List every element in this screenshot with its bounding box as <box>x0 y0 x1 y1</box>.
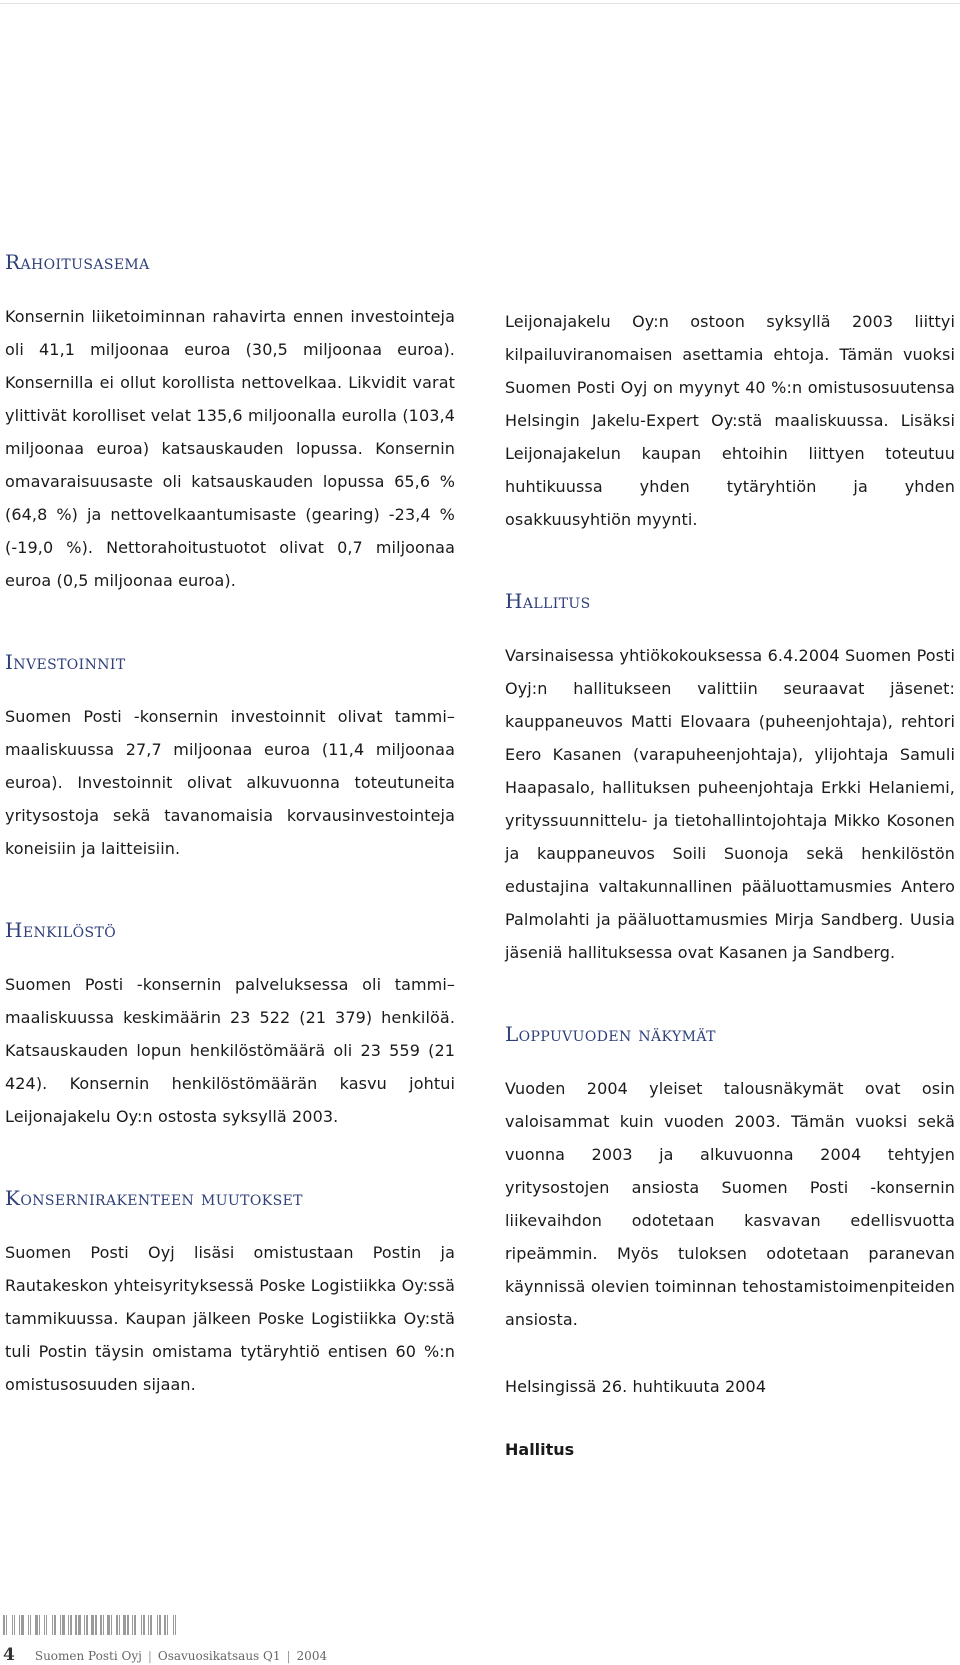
barcode-bar <box>66 1615 67 1635</box>
barcode-bar <box>30 1615 31 1635</box>
section-konsernirakenne <box>5 1186 455 1401</box>
barcode-bar <box>121 1615 122 1635</box>
footer-company: Suomen Posti Oyj <box>34 1649 142 1663</box>
barcode-bar <box>177 1615 179 1635</box>
barcode-bar <box>35 1615 38 1635</box>
barcode-bar <box>148 1615 149 1635</box>
footer-year: 2004 <box>296 1649 328 1663</box>
barcode-bar <box>107 1615 110 1635</box>
page-number: 4 <box>3 1645 15 1665</box>
barcode-bar <box>173 1615 174 1635</box>
barcode-bar <box>39 1615 40 1635</box>
barcode-bar <box>167 1615 168 1635</box>
section-henkilosto <box>5 918 455 1133</box>
barcode-bar <box>19 1615 20 1635</box>
footer-report: Osavuosikatsaus Q1 <box>157 1649 281 1663</box>
barcode-bar <box>141 1615 142 1635</box>
barcode-bar <box>127 1615 129 1635</box>
barcode-bar <box>48 1615 51 1635</box>
barcode-bar <box>150 1615 152 1635</box>
barcode-bar <box>84 1615 85 1635</box>
barcode-bar <box>44 1615 45 1635</box>
barcode-bar <box>89 1615 90 1635</box>
paragraph-investoinnit: Suomen Posti -konsernin investoinnit olivat tammi–maaliskuussa 27,7 miljoonaa euroa (11,4 miljoonaa euroa). Investoinnit olivat alkuvuonna toteutuneita yritysostoja sekä tavanomaisia korvausinvestointeja koneisiin ja laitteisiin. <box>5 707 455 858</box>
barcode-bar <box>78 1615 81 1635</box>
barcode-bar <box>8 1615 11 1635</box>
paragraph-henkilosto: Suomen Posti -konsernin palveluksessa oli tammi–maaliskuussa keskimäärin 23 522 (21 379) henkilöä. Katsauskauden lopun henkilöstömäärä oli 23 559 (21 424). Konsernin henkilöstömäärän kasvu johtui Leijonajakelu Oy:n ostosta syksyllä 2003. <box>5 975 455 1126</box>
section-hallitus <box>505 589 955 969</box>
barcode-bar <box>75 1615 77 1635</box>
barcode-bar <box>164 1615 166 1635</box>
section-rahoitusasema <box>5 250 455 597</box>
barcode-bar <box>14 1615 15 1635</box>
heading-hallitus: Hallitus <box>505 589 591 613</box>
barcode-bar <box>111 1615 112 1635</box>
heading-investoinnit: Investoinnit <box>5 650 126 674</box>
footer-separator: | <box>147 1649 152 1663</box>
section-nakymat <box>505 1022 955 1336</box>
barcode-bar <box>86 1615 88 1635</box>
section-investoinnit <box>5 650 455 865</box>
barcode-bar <box>143 1615 145 1635</box>
barcode-bar <box>52 1615 53 1635</box>
left-column <box>5 250 455 1401</box>
barcode-bar <box>162 1615 163 1635</box>
barcode-bar <box>134 1615 136 1635</box>
barcode-bar <box>60 1615 61 1635</box>
right-column <box>505 305 955 1466</box>
barcode-bar <box>82 1615 83 1635</box>
heading-henkilosto: Henkilöstö <box>5 918 117 942</box>
barcode-bar <box>68 1615 69 1635</box>
heading-nakymat: Loppuvuoden näkymät <box>505 1022 716 1046</box>
barcode-bar <box>62 1615 65 1635</box>
barcode-bar <box>16 1615 18 1635</box>
barcode-bar <box>113 1615 115 1635</box>
footer-separator: | <box>286 1649 291 1663</box>
barcode-bar <box>132 1615 133 1635</box>
barcode-bar <box>6 1615 7 1635</box>
barcode-bar <box>130 1615 131 1635</box>
paragraph-hallitus: Varsinaisessa yhtiökokouksessa 6.4.2004 Suomen Posti Oyj:n hallitukseen valittiin seuraavat jäsenet: kauppaneuvos Matti Elovaara (puheenjohtaja), rehtori Eero Kasanen (varapuheenjohtaja), ylijohtaja Samuli Haapasalo, hallituksen puheenjohtaja Erkki Helaniemi, yrityssuunnittelu- ja tietohallintojohtaja Mikko Kosonen ja kauppaneuvos Soili Suonoja sekä henkilöstön edustajina valtakunnallinen pääluottamusmies Antero Palmolahti ja pääluottamusmies Mirja Sandberg. Uusia jäseniä hallituksessa ovat Kasanen ja Sandberg. <box>505 646 955 962</box>
barcode-bar <box>103 1615 104 1635</box>
heading-konsernirakenne: Konsernirakenteen muutokset <box>5 1186 303 1210</box>
barcode-decoration <box>3 1615 179 1635</box>
barcode-bar <box>146 1615 147 1635</box>
barcode-bar <box>105 1615 106 1635</box>
barcode-bar <box>123 1615 126 1635</box>
barcode-bar <box>98 1615 99 1635</box>
paragraph-nakymat: Vuoden 2004 yleiset talousnäkymät ovat osin valoisammat kuin vuoden 2003. Tämän vuoksi sekä vuonna 2003 ja alkuvuonna 2004 tehtyjen yritysostojen ansiosta Suomen Posti -konsernin liikevaihdon odotetaan kasvavan edellisvuotta ripeämmin. Myös tuloksen odotetaan paranevan käynnissä olevien toiminnan tehostamistoimenpiteiden ansiosta. <box>505 1079 955 1329</box>
barcode-bar <box>3 1615 5 1635</box>
barcode-bar <box>41 1615 43 1635</box>
barcode-bar <box>159 1615 161 1635</box>
barcode-bar <box>57 1615 59 1635</box>
signature-place-date: Helsingissä 26. huhtikuuta 2004 <box>505 1377 767 1396</box>
paragraph-rahoitusasema: Konsernin liiketoiminnan rahavirta ennen investointeja oli 41,1 miljoonaa euroa (30,5 miljoonaa euroa). Konsernilla ei ollut korollista nettovelkaa. Likvidit varat ylittivät korolliset velat 135,6 miljoonalla eurolla (103,4 miljoonaa euroa) katsauskauden lopussa. Konsernin omavaraisuusaste oli katsauskauden lopussa 65,6 % (64,8 %) ja nettovelkaantumisaste (gearing) -23,4 % (-19,0 %). Nettorahoitustuotot olivat 0,7 miljoonaa euroa (0,5 miljoonaa euroa). <box>5 307 455 590</box>
barcode-bar <box>32 1615 34 1635</box>
barcode-bar <box>137 1615 140 1635</box>
top-rule <box>0 3 960 4</box>
paragraph-leijonajakelu: Leijonajakelu Oy:n ostoon syksyllä 2003 liittyi kilpailuviranomaisen asettamia ehtoja. Tämän vuoksi Suomen Posti Oyj on myynyt 40 %:n omistusosuutensa Helsingin Jakelu-Expert Oy:stä maaliskuussa. Lisäksi Leijonajakelun kaupan ehtoihin liittyen toteutuu huhtikuussa yhden tytäryhtiön ja yhden osakkuusyhtiön myynti. <box>505 312 955 529</box>
barcode-bar <box>28 1615 29 1635</box>
barcode-bar <box>100 1615 102 1635</box>
page-footer <box>3 1645 327 1665</box>
barcode-bar <box>21 1615 24 1635</box>
barcode-bar <box>70 1615 72 1635</box>
barcode-bar <box>25 1615 27 1635</box>
barcode-bar <box>169 1615 172 1635</box>
barcode-bar <box>46 1615 47 1635</box>
barcode-bar <box>54 1615 56 1635</box>
barcode-bar <box>95 1615 97 1635</box>
barcode-bar <box>119 1615 120 1635</box>
barcode-bar <box>91 1615 94 1635</box>
barcode-bar <box>73 1615 74 1635</box>
signature-hallitus: Hallitus <box>505 1440 575 1459</box>
barcode-bar <box>157 1615 158 1635</box>
barcode-bar <box>153 1615 156 1635</box>
barcode-bar <box>116 1615 118 1635</box>
barcode-bar <box>175 1615 176 1635</box>
paragraph-konsernirakenne: Suomen Posti Oyj lisäsi omistustaan Postin ja Rautakeskon yhteisyrityksessä Poske Logistiikka Oy:ssä tammikuussa. Kaupan jälkeen Poske Logistiikka Oy:stä tuli Postin täysin omistama tytäryhtiö entisen 60 %:n omistusosuuden sijaan. <box>5 1243 455 1394</box>
barcode-bar <box>12 1615 13 1635</box>
heading-rahoitusasema: Rahoitusasema <box>5 250 150 274</box>
